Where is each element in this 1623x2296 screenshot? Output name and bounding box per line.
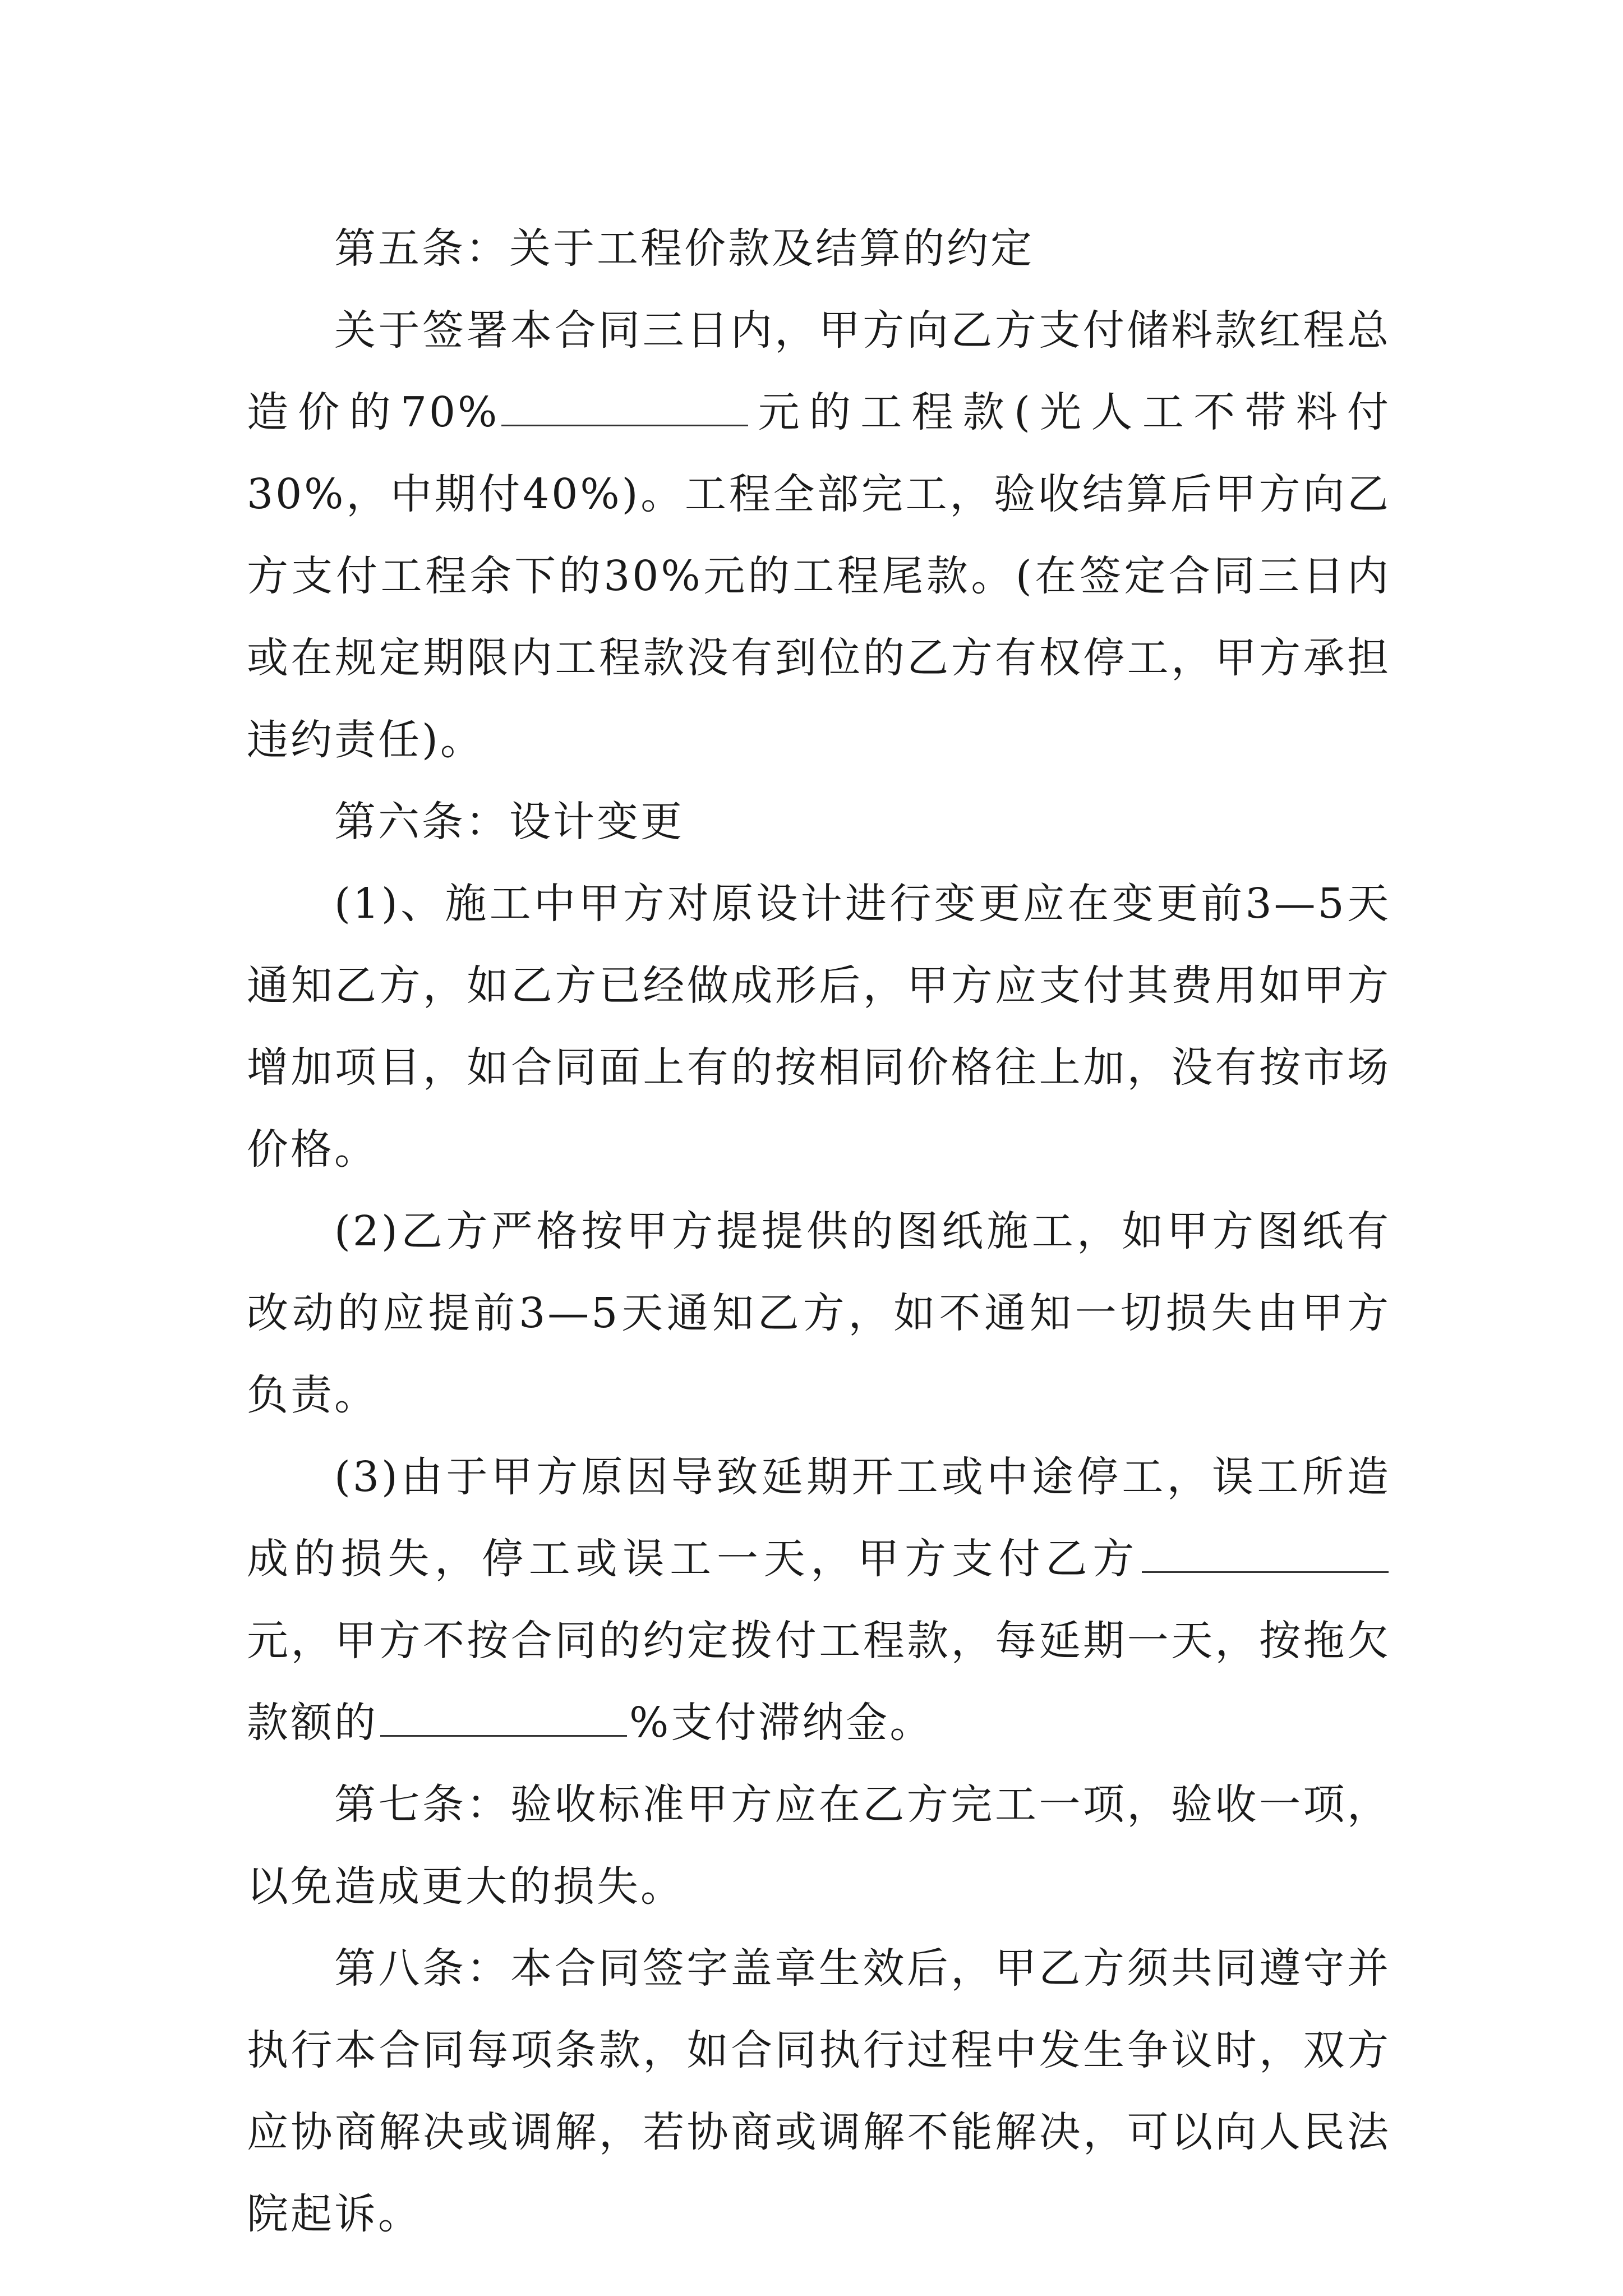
article8-text: 第八条：本合同签字盖章生效后，甲乙方须共同遵守并执行本合同每项条款，如合同执行过程中发生争议时，双方应协商解决或调解，若协商或调解不能解决，可以向人民法院起诉。 xyxy=(247,1944,1391,2238)
article6-item3-part1: (3)由于甲方原因导致延期开工或中途停工，误工所造成的损失，停工或误工一天，甲方支付乙方 xyxy=(247,1453,1391,1583)
article5-body xyxy=(247,289,1391,781)
article5-body-part2: 元的工程款(光人工不带料付30%，中期付40%)。工程全部完工，验收结算后甲方向乙方支付工程余下的30%元的工程尾款。(在签定合同三日内或在规定期限内工程款没有到位的乙方有权停工，甲方承担违约责任)。 xyxy=(247,388,1391,764)
blank-line-late-fee-percent xyxy=(380,1700,627,1737)
article5-body-part1: 关于签署本合同三日内，甲方向乙方支付储料款红程总造价的70% xyxy=(247,306,1391,436)
article6-item3-part3: %支付滞纳金。 xyxy=(629,1699,934,1747)
article6-item3 xyxy=(247,1436,1391,1764)
article5-heading: 第五条：关于工程价款及结算的约定 xyxy=(334,224,1034,273)
article6-item3-part2: 元，甲方不按合同的约定拨付工程款，每延期一天，按拖欠款额的 xyxy=(247,1617,1391,1747)
article6-item2: (2)乙方严格按甲方提提供的图纸施工，如甲方图纸有改动的应提前3—5天通知乙方，如不通知一切损失由甲方负责。 xyxy=(247,1207,1391,1419)
article6-item1: (1)、施工中甲方对原设计进行变更应在变更前3—5天通知乙方，如乙方已经做成形后，甲方应支付其费用如甲方增加项目，如合同面上有的按相同价格往上加，没有按市场价格。 xyxy=(247,880,1391,1174)
article7-text: 第七条：验收标准甲方应在乙方完工一项，验收一项，以免造成更大的损失。 xyxy=(247,1780,1391,1911)
blank-line-payment-amount xyxy=(501,390,748,426)
document-body xyxy=(247,208,1391,2255)
blank-line-daily-compensation xyxy=(1142,1536,1389,1573)
article6-heading: 第六条：设计变更 xyxy=(334,798,684,846)
